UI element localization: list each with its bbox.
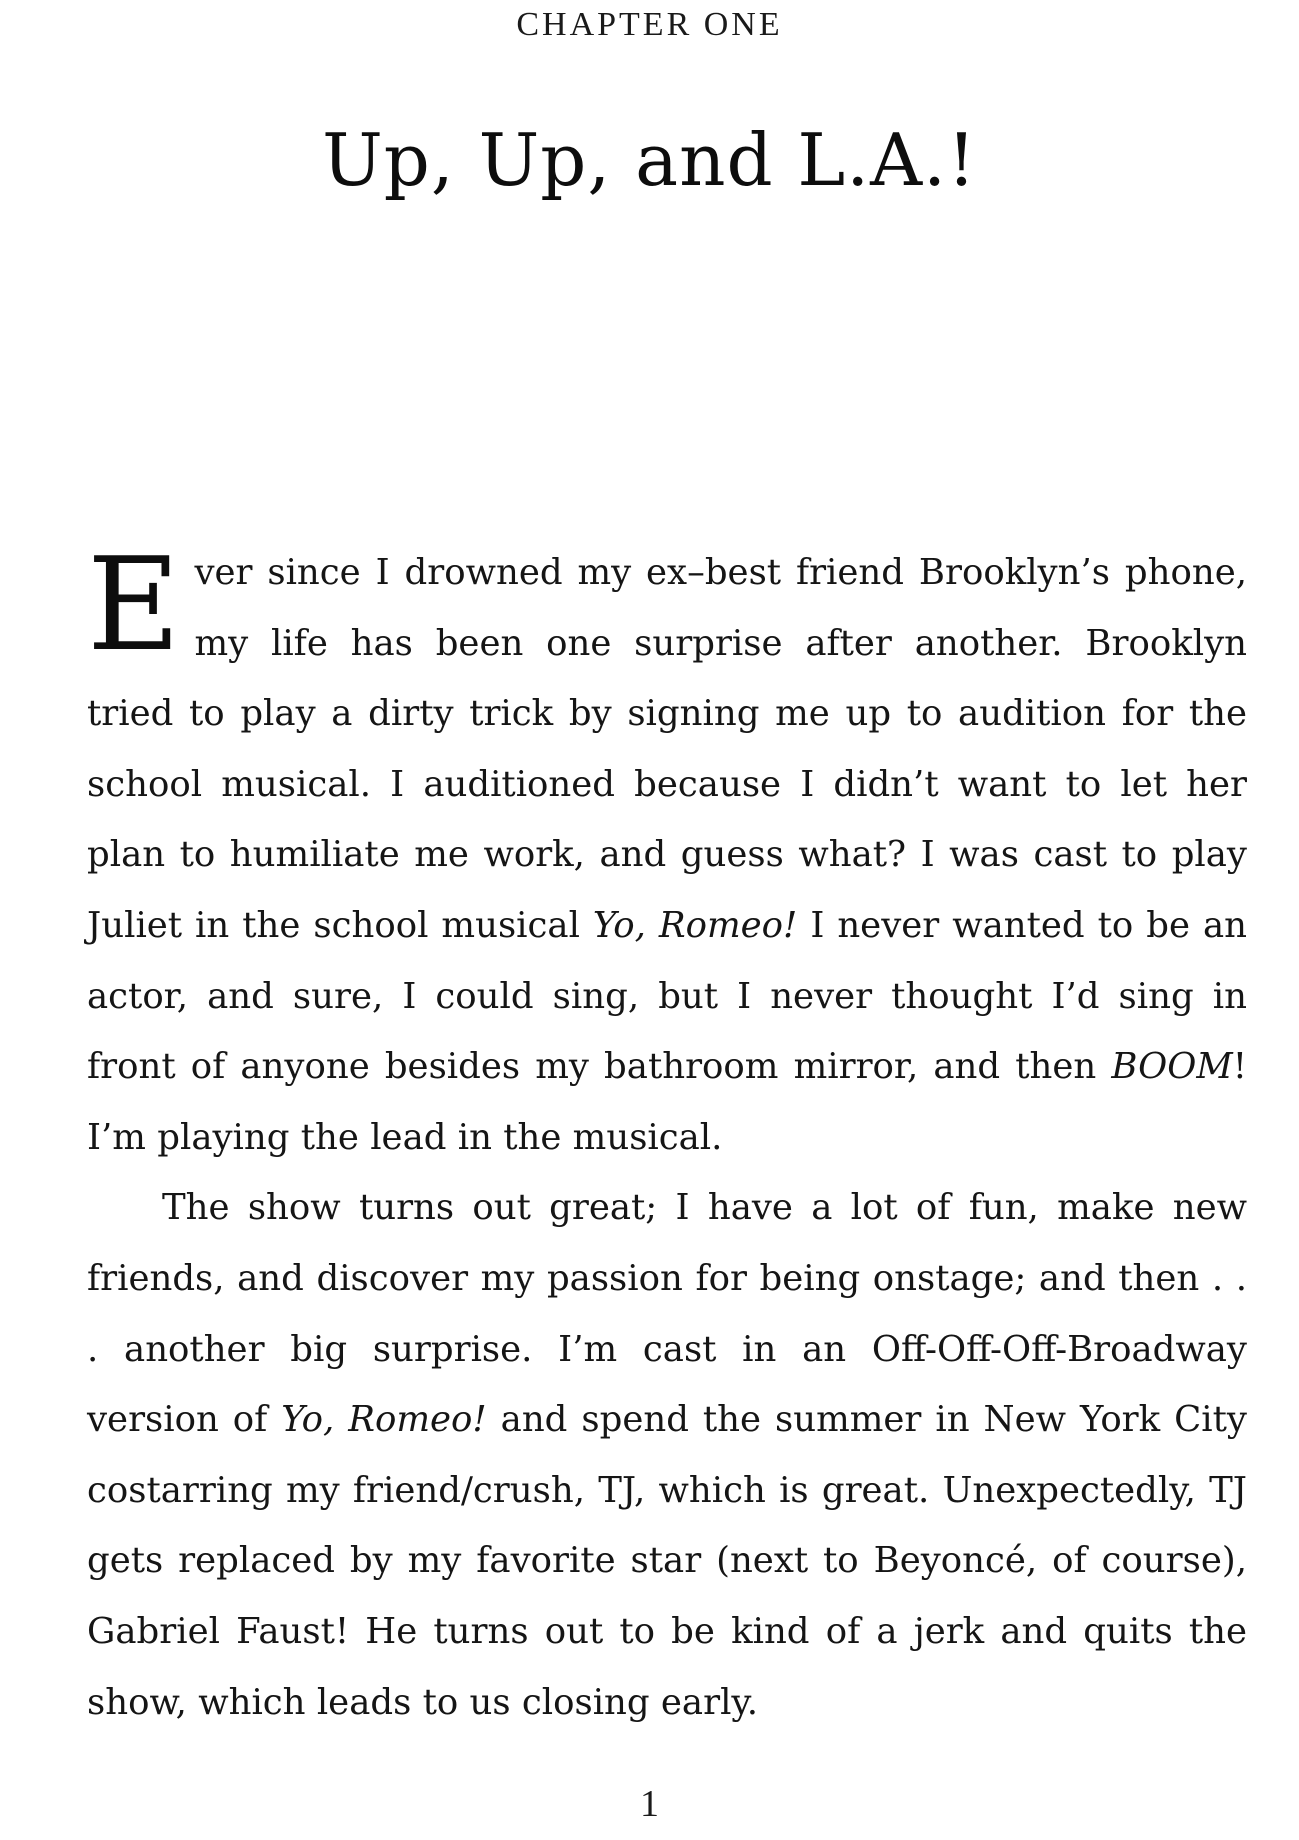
page-number: 1 <box>640 1783 659 1825</box>
paragraph-2-text-a: The show turns out great; I have a lot of fun, make new friends, and discover my passion for being onstage; and then . . . another big surprise. I’m cast in an Off-Off-Off-Broadway version of <box>87 1187 1247 1441</box>
paragraph-2 <box>87 1173 1247 1738</box>
paragraph-1 <box>87 531 1247 1173</box>
chapter-label: CHAPTER ONE <box>516 6 783 43</box>
chapter-title: Up, Up, and L.A.! <box>322 118 977 203</box>
paragraph-1-text-b: I never wanted to be an actor, and sure, I could sing, but I never thought I’d sing in front of anyone besides my bathroom mirror, and then <box>87 904 1247 1088</box>
paragraph-1-text-c: ! I’m playing the lead in the musical. <box>87 1046 1247 1158</box>
chapter-body <box>87 531 1247 1738</box>
paragraph-2-text-b: and spend the summer in New York City costarring my friend/crush, TJ, which is great. Unexpectedly, TJ gets replaced by my favorite star (next to Beyoncé, of course), Gabriel Faust! He turns out to be kind of a jerk and quits the show, which leads to us closing early. <box>87 1399 1247 1723</box>
paragraph-1-text-a: ver since I drowned my ex–best friend Brooklyn’s phone, my life has been one surprise after another. Brooklyn tried to play a dirty trick by signing me up to audition for the school musical. I auditioned because I didn’t want to let her plan to humiliate me work, and guess what? I was cast to play Juliet in the school musical <box>87 552 1247 946</box>
boom-italic: BOOM <box>1111 1046 1233 1088</box>
musical-title-italic: Yo, Romeo! <box>592 904 798 946</box>
musical-title-italic-2: Yo, Romeo! <box>281 1399 487 1441</box>
drop-cap: E <box>87 531 181 680</box>
